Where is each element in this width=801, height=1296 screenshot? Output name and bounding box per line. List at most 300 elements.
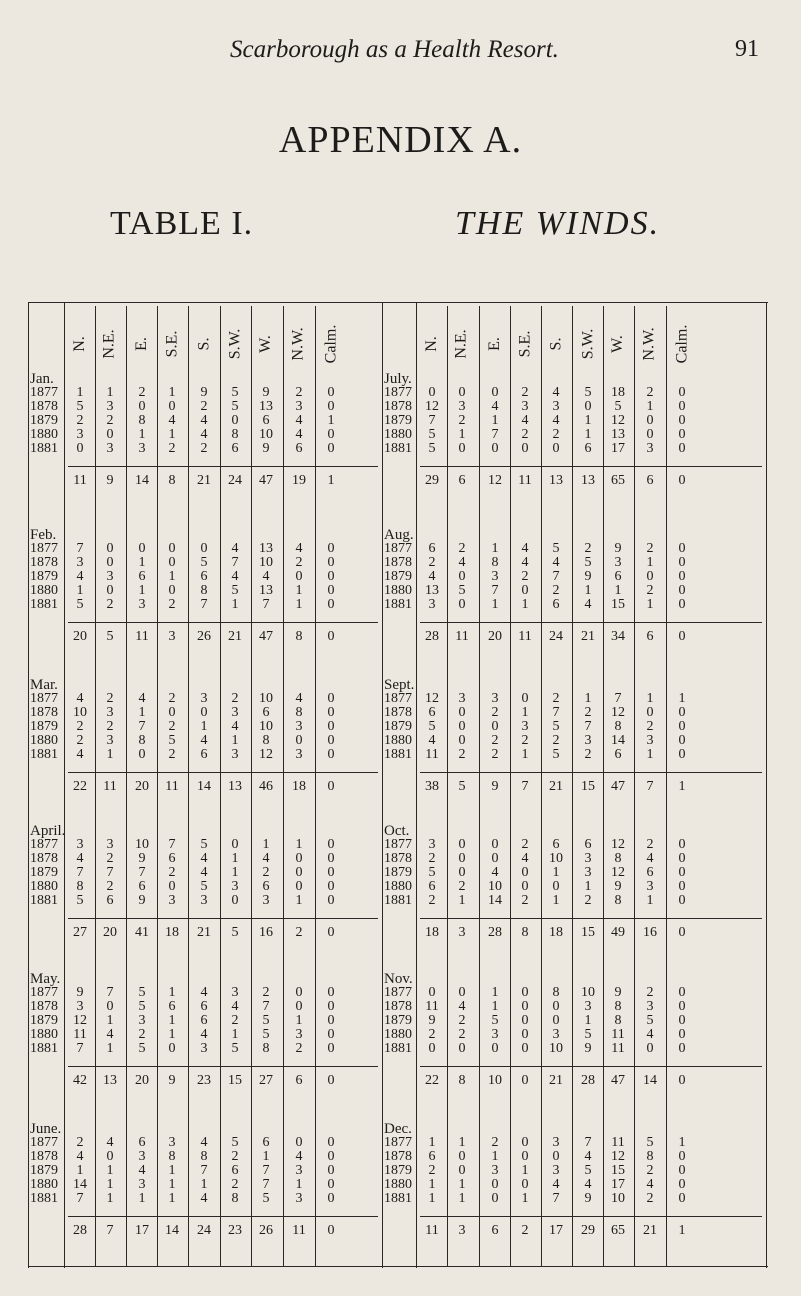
table-cell: 12 bbox=[425, 691, 439, 706]
total-cell: 26 bbox=[197, 629, 211, 644]
table-cell: 1 bbox=[584, 1013, 592, 1028]
table-cell: 4 bbox=[295, 1149, 303, 1164]
table-cell: 9 bbox=[76, 985, 84, 1000]
total-cell: 3 bbox=[458, 1223, 466, 1238]
month-label: Jan. bbox=[30, 371, 54, 387]
table-cell: 3 bbox=[231, 985, 239, 1000]
table-cell: 3 bbox=[458, 691, 466, 706]
table-cell: 10 bbox=[488, 879, 502, 894]
table-cell: 0 bbox=[106, 555, 114, 570]
month-label: June. bbox=[30, 1121, 62, 1137]
table-cell: 9 bbox=[428, 1013, 436, 1028]
table-cell: 13 bbox=[259, 399, 273, 414]
year-label: 1880 bbox=[384, 1177, 412, 1192]
table-cell: 0 bbox=[458, 837, 466, 852]
table-cell: 4 bbox=[106, 1135, 114, 1150]
total-cell: 1 bbox=[327, 473, 335, 488]
table-cell: 3 bbox=[106, 569, 114, 584]
table-cell: 6 bbox=[200, 747, 208, 762]
table-cell: 7 bbox=[552, 569, 560, 584]
table-cell: 0 bbox=[678, 427, 686, 442]
table-cell: 0 bbox=[678, 865, 686, 880]
table-cell: 0 bbox=[106, 541, 114, 556]
table-cell: 10 bbox=[259, 427, 273, 442]
table-cell: 4 bbox=[552, 413, 560, 428]
total-cell: 6 bbox=[646, 629, 654, 644]
year-label: 1877 bbox=[30, 385, 58, 400]
year-label: 1881 bbox=[30, 747, 58, 762]
table-cell: 0 bbox=[646, 427, 654, 442]
middle-divider bbox=[382, 302, 383, 1268]
year-label: 1877 bbox=[384, 1135, 412, 1150]
table-cell: 0 bbox=[327, 597, 335, 612]
table-cell: 8 bbox=[295, 705, 303, 720]
table-cell: 2 bbox=[200, 399, 208, 414]
table-cell: 4 bbox=[200, 1135, 208, 1150]
table-cell: 8 bbox=[614, 719, 622, 734]
table-cell: 14 bbox=[611, 733, 625, 748]
table-cell: 0 bbox=[106, 1149, 114, 1164]
table-cell: 6 bbox=[168, 999, 176, 1014]
year-label: 1881 bbox=[30, 893, 58, 908]
column-header-label: N.W. bbox=[641, 327, 658, 361]
table-cell: 0 bbox=[295, 569, 303, 584]
year-label: 1879 bbox=[384, 1163, 412, 1178]
column-separator bbox=[188, 306, 189, 1266]
table-cell: 3 bbox=[76, 427, 84, 442]
table-cell: 0 bbox=[327, 985, 335, 1000]
total-cell: 20 bbox=[135, 779, 149, 794]
table-cell: 0 bbox=[295, 999, 303, 1014]
total-rule bbox=[420, 918, 762, 919]
year-label: 1880 bbox=[30, 1027, 58, 1042]
table-cell: 1 bbox=[646, 597, 654, 612]
table-cell: 0 bbox=[458, 985, 466, 1000]
table-cell: 8 bbox=[200, 583, 208, 598]
table-cell: 5 bbox=[168, 733, 176, 748]
table-cell: 5 bbox=[428, 427, 436, 442]
table-cell: 3 bbox=[491, 691, 499, 706]
year-label: 1879 bbox=[30, 865, 58, 880]
table-cell: 1 bbox=[552, 865, 560, 880]
table-cell: 9 bbox=[614, 541, 622, 556]
table-cell: 8 bbox=[231, 1191, 239, 1206]
table-cell: 0 bbox=[428, 1041, 436, 1056]
table-cell: 5 bbox=[262, 1013, 270, 1028]
total-cell: 49 bbox=[611, 925, 625, 940]
total-cell: 9 bbox=[491, 779, 499, 794]
table-cell: 4 bbox=[106, 1027, 114, 1042]
table-cell: 0 bbox=[584, 399, 592, 414]
total-cell: 0 bbox=[678, 925, 686, 940]
table-cell: 0 bbox=[678, 1163, 686, 1178]
table-cell: 2 bbox=[521, 837, 529, 852]
table-cell: 0 bbox=[327, 1163, 335, 1178]
table-cell: 0 bbox=[168, 555, 176, 570]
table-cell: 0 bbox=[678, 733, 686, 748]
table-cell: 2 bbox=[168, 719, 176, 734]
table-cell: 3 bbox=[231, 879, 239, 894]
table-cell: 0 bbox=[458, 569, 466, 584]
total-cell: 23 bbox=[228, 1223, 242, 1238]
table-cell: 7 bbox=[262, 999, 270, 1014]
table-cell: 2 bbox=[106, 413, 114, 428]
total-cell: 16 bbox=[259, 925, 273, 940]
table-cell: 1 bbox=[584, 427, 592, 442]
running-head bbox=[0, 30, 801, 70]
table-cell: 0 bbox=[295, 733, 303, 748]
table-cell: 6 bbox=[552, 597, 560, 612]
table-cell: 0 bbox=[678, 985, 686, 1000]
table-cell: 0 bbox=[678, 569, 686, 584]
table-cell: 2 bbox=[521, 733, 529, 748]
year-label: 1880 bbox=[30, 427, 58, 442]
table-cell: 0 bbox=[521, 1135, 529, 1150]
table-cell: 10 bbox=[73, 705, 87, 720]
table-cell: 7 bbox=[106, 985, 114, 1000]
table-cell: 7 bbox=[491, 583, 499, 598]
table-cell: 1 bbox=[646, 747, 654, 762]
total-cell: 9 bbox=[168, 1073, 176, 1088]
table-cell: 1 bbox=[168, 1163, 176, 1178]
table-cell: 2 bbox=[552, 691, 560, 706]
table-cell: 5 bbox=[231, 1041, 239, 1056]
year-label: 1879 bbox=[30, 413, 58, 428]
table-cell: 0 bbox=[678, 541, 686, 556]
column-header bbox=[130, 316, 154, 372]
month-label: July. bbox=[384, 371, 412, 387]
table-cell: 10 bbox=[259, 719, 273, 734]
table-cell: 0 bbox=[458, 1163, 466, 1178]
table-cell: 1 bbox=[76, 583, 84, 598]
table-cell: 4 bbox=[262, 569, 270, 584]
table-cell: 3 bbox=[200, 691, 208, 706]
table-cell: 0 bbox=[552, 441, 560, 456]
table-cell: 11 bbox=[611, 1027, 625, 1042]
table-cell: 1 bbox=[327, 413, 335, 428]
table-cell: 4 bbox=[552, 555, 560, 570]
year-label: 1877 bbox=[384, 541, 412, 556]
table-cell: 5 bbox=[614, 399, 622, 414]
year-label: 1881 bbox=[30, 597, 58, 612]
table-cell: 5 bbox=[138, 985, 146, 1000]
table-cell: 3 bbox=[106, 705, 114, 720]
table-cell: 2 bbox=[646, 541, 654, 556]
table-cell: 1 bbox=[295, 583, 303, 598]
year-label: 1881 bbox=[384, 1191, 412, 1206]
table-cell: 1 bbox=[106, 747, 114, 762]
total-cell: 22 bbox=[73, 779, 87, 794]
table-cell: 0 bbox=[678, 1191, 686, 1206]
table-cell: 4 bbox=[231, 569, 239, 584]
table-cell: 2 bbox=[521, 893, 529, 908]
table-cell: 0 bbox=[521, 691, 529, 706]
table-cell: 7 bbox=[491, 427, 499, 442]
table-cell: 8 bbox=[262, 733, 270, 748]
total-cell: 47 bbox=[611, 1073, 625, 1088]
total-cell: 46 bbox=[259, 779, 273, 794]
year-label: 1878 bbox=[384, 851, 412, 866]
table-cell: 2 bbox=[428, 555, 436, 570]
table-cell: 6 bbox=[106, 893, 114, 908]
total-rule bbox=[420, 1216, 762, 1217]
table-cell: 0 bbox=[295, 985, 303, 1000]
table-cell: 10 bbox=[135, 837, 149, 852]
table-cell: 6 bbox=[428, 1149, 436, 1164]
table-cell: 0 bbox=[138, 747, 146, 762]
table-cell: 3 bbox=[138, 1149, 146, 1164]
table-cell: 1 bbox=[458, 1135, 466, 1150]
column-header-label: N. bbox=[423, 336, 440, 352]
table-cell: 5 bbox=[552, 541, 560, 556]
table-cell: 5 bbox=[200, 555, 208, 570]
table-cell: 8 bbox=[231, 427, 239, 442]
table-cell: 12 bbox=[611, 413, 625, 428]
table-cell: 18 bbox=[611, 385, 625, 400]
total-cell: 24 bbox=[197, 1223, 211, 1238]
year-label: 1878 bbox=[384, 399, 412, 414]
table-cell: 3 bbox=[295, 747, 303, 762]
table-cell: 9 bbox=[584, 1191, 592, 1206]
table-cell: 7 bbox=[168, 837, 176, 852]
table-cell: 0 bbox=[428, 985, 436, 1000]
table-cell: 0 bbox=[678, 597, 686, 612]
table-cell: 4 bbox=[646, 1177, 654, 1192]
table-cell: 13 bbox=[611, 427, 625, 442]
year-label: 1878 bbox=[384, 1149, 412, 1164]
month-label: Nov. bbox=[384, 971, 413, 987]
column-header-label: S. bbox=[547, 337, 564, 351]
table-cell: 2 bbox=[295, 1041, 303, 1056]
table-cell: 12 bbox=[425, 399, 439, 414]
table-cell: 3 bbox=[552, 1027, 560, 1042]
table-cell: 1 bbox=[76, 1163, 84, 1178]
table-cell: 2 bbox=[76, 1135, 84, 1150]
table-cell: 2 bbox=[106, 691, 114, 706]
column-header-label: E. bbox=[486, 337, 503, 351]
table-cell: 4 bbox=[200, 1191, 208, 1206]
stub-divider-left bbox=[64, 302, 65, 1268]
table-cell: 4 bbox=[646, 1027, 654, 1042]
table-cell: 11 bbox=[73, 1027, 87, 1042]
total-cell: 0 bbox=[327, 925, 335, 940]
year-label: 1877 bbox=[384, 691, 412, 706]
table-cell: 3 bbox=[138, 1013, 146, 1028]
table-cell: 2 bbox=[646, 985, 654, 1000]
table-cell: 7 bbox=[428, 413, 436, 428]
table-cell: 3 bbox=[295, 1163, 303, 1178]
table-cell: 2 bbox=[552, 583, 560, 598]
table-cell: 1 bbox=[106, 1191, 114, 1206]
table-cell: 2 bbox=[138, 1027, 146, 1042]
table-cell: 0 bbox=[458, 719, 466, 734]
table-cell: 0 bbox=[552, 1149, 560, 1164]
column-header-label: S.W. bbox=[226, 328, 243, 360]
table-cell: 1 bbox=[168, 1027, 176, 1042]
table-cell: 7 bbox=[138, 719, 146, 734]
table-cell: 2 bbox=[168, 441, 176, 456]
total-cell: 21 bbox=[549, 779, 563, 794]
table-cell: 0 bbox=[458, 597, 466, 612]
table-cell: 3 bbox=[646, 999, 654, 1014]
table-cell: 1 bbox=[521, 597, 529, 612]
table-cell: 5 bbox=[428, 441, 436, 456]
table-cell: 0 bbox=[327, 541, 335, 556]
table-cell: 5 bbox=[231, 583, 239, 598]
total-cell: 18 bbox=[165, 925, 179, 940]
table-cell: 0 bbox=[646, 1041, 654, 1056]
table-cell: 9 bbox=[584, 1041, 592, 1056]
table-cell: 0 bbox=[428, 385, 436, 400]
column-header bbox=[483, 316, 507, 372]
table-cell: 0 bbox=[327, 719, 335, 734]
table-cell: 4 bbox=[491, 399, 499, 414]
table-cell: 11 bbox=[611, 1135, 625, 1150]
table-cell: 6 bbox=[552, 837, 560, 852]
total-cell: 21 bbox=[197, 925, 211, 940]
total-cell: 18 bbox=[425, 925, 439, 940]
total-cell: 2 bbox=[295, 925, 303, 940]
table-cell: 4 bbox=[200, 427, 208, 442]
column-header bbox=[287, 316, 311, 372]
table-cell: 4 bbox=[231, 541, 239, 556]
year-label: 1881 bbox=[30, 1041, 58, 1056]
year-label: 1878 bbox=[30, 555, 58, 570]
column-header-label: S. bbox=[195, 337, 212, 351]
table-cell: 4 bbox=[138, 691, 146, 706]
table-cell: 2 bbox=[458, 879, 466, 894]
table-cell: 0 bbox=[678, 555, 686, 570]
table-cell: 0 bbox=[327, 1041, 335, 1056]
year-label: 1877 bbox=[384, 385, 412, 400]
table-cell: 0 bbox=[200, 541, 208, 556]
total-cell: 7 bbox=[106, 1223, 114, 1238]
table-cell: 7 bbox=[231, 555, 239, 570]
column-header bbox=[544, 316, 568, 372]
table-cell: 1 bbox=[584, 413, 592, 428]
total-cell: 13 bbox=[228, 779, 242, 794]
table-cell: 7 bbox=[76, 865, 84, 880]
table-cell: 9 bbox=[200, 385, 208, 400]
table-cell: 5 bbox=[138, 1041, 146, 1056]
year-label: 1880 bbox=[384, 583, 412, 598]
table-cell: 1 bbox=[106, 1177, 114, 1192]
year-label: 1879 bbox=[384, 865, 412, 880]
table-cell: 1 bbox=[231, 733, 239, 748]
table-cell: 2 bbox=[458, 1027, 466, 1042]
month-label: Mar. bbox=[30, 677, 58, 693]
table-cell: 2 bbox=[168, 747, 176, 762]
table-cell: 6 bbox=[231, 1163, 239, 1178]
table-cell: 3 bbox=[76, 555, 84, 570]
table-cell: 0 bbox=[521, 1041, 529, 1056]
table-cell: 4 bbox=[200, 1027, 208, 1042]
table-cell: 2 bbox=[428, 1027, 436, 1042]
table-cell: 4 bbox=[76, 747, 84, 762]
table-cell: 9 bbox=[138, 893, 146, 908]
table-caption bbox=[0, 205, 801, 255]
table-cell: 6 bbox=[262, 413, 270, 428]
table-cell: 0 bbox=[678, 747, 686, 762]
table-cell: 4 bbox=[231, 719, 239, 734]
table-cell: 1 bbox=[646, 691, 654, 706]
column-separator bbox=[315, 306, 316, 1266]
total-rule bbox=[420, 1066, 762, 1067]
total-cell: 27 bbox=[259, 1073, 273, 1088]
table-cell: 6 bbox=[138, 879, 146, 894]
table-cell: 7 bbox=[200, 597, 208, 612]
total-cell: 21 bbox=[197, 473, 211, 488]
table-cell: 1 bbox=[458, 893, 466, 908]
total-cell: 14 bbox=[165, 1223, 179, 1238]
table-cell: 4 bbox=[584, 1177, 592, 1192]
total-cell: 6 bbox=[295, 1073, 303, 1088]
table-cell: 3 bbox=[584, 851, 592, 866]
table-cell: 2 bbox=[584, 747, 592, 762]
table-cell: 2 bbox=[231, 1013, 239, 1028]
table-cell: 14 bbox=[488, 893, 502, 908]
year-label: 1877 bbox=[30, 541, 58, 556]
year-label: 1878 bbox=[30, 1149, 58, 1164]
table-cell: 2 bbox=[106, 879, 114, 894]
table-cell: 0 bbox=[295, 851, 303, 866]
table-cell: 1 bbox=[584, 583, 592, 598]
total-cell: 21 bbox=[581, 629, 595, 644]
column-header-label: N. bbox=[71, 336, 88, 352]
table-cell: 0 bbox=[106, 583, 114, 598]
table-cell: 0 bbox=[106, 999, 114, 1014]
table-cell: 0 bbox=[327, 427, 335, 442]
total-cell: 17 bbox=[549, 1223, 563, 1238]
total-cell: 5 bbox=[106, 629, 114, 644]
table-cell: 5 bbox=[262, 1191, 270, 1206]
table-cell: 6 bbox=[262, 879, 270, 894]
total-cell: 0 bbox=[678, 473, 686, 488]
table-cell: 3 bbox=[428, 597, 436, 612]
table-cell: 6 bbox=[262, 1135, 270, 1150]
table-cell: 1 bbox=[614, 583, 622, 598]
table-cell: 2 bbox=[295, 385, 303, 400]
table-cell: 0 bbox=[678, 1149, 686, 1164]
total-rule bbox=[68, 1216, 378, 1217]
table-cell: 4 bbox=[295, 691, 303, 706]
table-cell: 4 bbox=[521, 851, 529, 866]
total-cell: 20 bbox=[135, 1073, 149, 1088]
table-cell: 0 bbox=[327, 851, 335, 866]
table-cell: 0 bbox=[327, 1177, 335, 1192]
table-cell: 3 bbox=[552, 399, 560, 414]
table-cell: 4 bbox=[138, 1163, 146, 1178]
table-cell: 4 bbox=[552, 385, 560, 400]
table-cell: 6 bbox=[428, 541, 436, 556]
table-cell: 0 bbox=[521, 1013, 529, 1028]
table-cell: 4 bbox=[262, 851, 270, 866]
table-cell: 2 bbox=[428, 893, 436, 908]
appendix-heading: APPENDIX A. bbox=[278, 119, 523, 161]
table-cell: 4 bbox=[428, 733, 436, 748]
table-cell: 5 bbox=[428, 719, 436, 734]
table-cell: 10 bbox=[611, 1191, 625, 1206]
column-header bbox=[638, 316, 662, 372]
table-cell: 1 bbox=[138, 1191, 146, 1206]
table-cell: 7 bbox=[262, 597, 270, 612]
year-label: 1881 bbox=[30, 441, 58, 456]
table-cell: 2 bbox=[106, 597, 114, 612]
table-cell: 5 bbox=[231, 399, 239, 414]
column-separator bbox=[634, 306, 635, 1266]
table-cell: 7 bbox=[200, 1163, 208, 1178]
table-cell: 2 bbox=[584, 541, 592, 556]
